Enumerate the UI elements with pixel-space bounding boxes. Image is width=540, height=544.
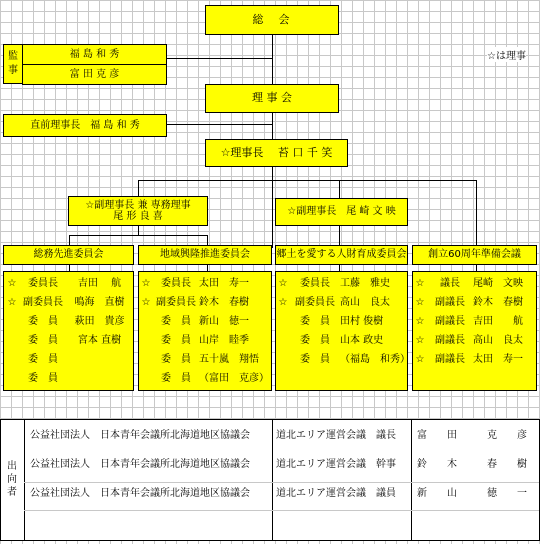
table-divider bbox=[24, 482, 539, 483]
member-name: （福島 和秀） bbox=[340, 354, 410, 365]
dispatch-post: 道北エリア運営会議 議長 bbox=[276, 430, 396, 441]
table-divider bbox=[272, 420, 273, 540]
star-mark: ☆ bbox=[7, 297, 17, 308]
table-divider bbox=[24, 510, 539, 511]
connector bbox=[272, 34, 273, 85]
role: 副委員長 bbox=[156, 297, 196, 308]
role: 副委員長 bbox=[23, 297, 63, 308]
role: 副委員長 bbox=[295, 297, 335, 308]
role: 委員長 bbox=[28, 278, 58, 289]
star-mark bbox=[4, 312, 20, 331]
role: 副議長 bbox=[435, 335, 465, 346]
star-mark: ☆ bbox=[278, 278, 288, 289]
role: 委 員 bbox=[28, 335, 58, 346]
role: 副議長 bbox=[435, 297, 465, 308]
committee-header: 郷土を愛する人財育成委員会 bbox=[275, 245, 408, 265]
role: 委 員 bbox=[300, 316, 330, 327]
connector bbox=[339, 226, 340, 246]
star-mark: ☆ bbox=[415, 316, 425, 327]
member-name: 工藤 雅史 bbox=[340, 278, 390, 289]
member-name bbox=[66, 369, 133, 388]
dispatch-person: 富 田 克 彦 bbox=[417, 430, 527, 441]
member-name: 吉田 航 bbox=[77, 278, 122, 289]
connector bbox=[138, 180, 476, 181]
star-mark bbox=[139, 350, 153, 369]
auditor-member: 福 島 和 秀 bbox=[22, 44, 167, 65]
star-mark: ☆ bbox=[415, 278, 425, 289]
star-mark bbox=[4, 350, 20, 369]
member-name: 田村 俊樹 bbox=[340, 316, 384, 327]
committee-members bbox=[412, 271, 537, 391]
star-mark bbox=[139, 369, 153, 388]
member-name: 鳴海 直樹 bbox=[74, 297, 125, 308]
dispatch-person: 新 山 徳 一 bbox=[417, 488, 527, 499]
role: 委 員 bbox=[161, 373, 191, 384]
member-name: 山岸 睦季 bbox=[199, 335, 249, 346]
vice-chairman-name: 尾 形 良 喜 bbox=[113, 211, 163, 222]
table-divider bbox=[411, 420, 412, 540]
connector bbox=[339, 180, 340, 198]
member-name: 高山 良太 bbox=[473, 335, 523, 346]
board-box: 理 事 会 bbox=[205, 84, 339, 113]
committee-members bbox=[275, 271, 408, 391]
member-name bbox=[66, 350, 133, 369]
role: 副議長 bbox=[435, 316, 465, 327]
member-name: 鈴木 春樹 bbox=[199, 297, 249, 308]
committee-members bbox=[3, 271, 134, 391]
role: 委 員 bbox=[28, 354, 58, 365]
role: 委 員 bbox=[300, 335, 330, 346]
role: 委 員 bbox=[28, 316, 58, 327]
committee-header: 地域興隆推進委員会 bbox=[138, 245, 272, 265]
role: 委 員 bbox=[161, 316, 191, 327]
role: 委 員 bbox=[300, 354, 330, 365]
vice-chairman-box bbox=[68, 196, 208, 226]
committee-members bbox=[138, 271, 272, 391]
general-meeting-box: 総 会 bbox=[205, 5, 339, 35]
member-name: 萩田 貴彦 bbox=[74, 316, 125, 327]
role: 委員長 bbox=[300, 278, 330, 289]
member-name: 新山 徳一 bbox=[199, 316, 249, 327]
member-name: 尾崎 文映 bbox=[473, 278, 523, 289]
connector bbox=[138, 180, 139, 196]
member-name: 鈴木 春樹 bbox=[473, 297, 523, 308]
star-mark bbox=[276, 331, 290, 350]
dispatch-person: 鈴 木 春 樹 bbox=[417, 459, 527, 470]
star-mark bbox=[276, 312, 290, 331]
member-name: 五十嵐 翔悟 bbox=[199, 354, 259, 365]
connector bbox=[476, 180, 477, 246]
star-mark bbox=[139, 331, 153, 350]
dispatch-table bbox=[0, 419, 540, 541]
auditor-label: 監 事 bbox=[3, 44, 23, 84]
committee-header: 総務先進委員会 bbox=[3, 245, 134, 265]
star-mark bbox=[4, 369, 20, 388]
chairman-box: ☆理事長 苔 口 千 笑 bbox=[205, 139, 348, 167]
star-mark: ☆ bbox=[141, 278, 151, 289]
star-mark: ☆ bbox=[415, 297, 425, 308]
dispatch-label: 出 向 者 bbox=[7, 461, 17, 498]
star-mark: ☆ bbox=[7, 278, 17, 289]
connector bbox=[272, 112, 273, 139]
table-divider bbox=[24, 420, 25, 540]
role: 委 員 bbox=[161, 354, 191, 365]
dispatch-org: 公益社団法人 日本青年会議所北海道地区協議会 bbox=[30, 488, 250, 499]
star-mark: ☆ bbox=[415, 335, 425, 346]
star-mark bbox=[4, 331, 20, 350]
role: 議長 bbox=[440, 278, 460, 289]
member-name: （富田 克彦） bbox=[199, 373, 269, 384]
member-name: 太田 寿一 bbox=[473, 354, 523, 365]
member-name: 太田 寿一 bbox=[199, 278, 249, 289]
member-name: 高山 良太 bbox=[340, 297, 390, 308]
connector bbox=[69, 235, 207, 236]
star-mark: ☆ bbox=[415, 354, 425, 365]
member-name: 山本 政史 bbox=[340, 335, 384, 346]
star-mark bbox=[139, 312, 153, 331]
member-name: 吉田 航 bbox=[473, 316, 523, 327]
role: 委 員 bbox=[28, 373, 58, 384]
committee-header: 創立60周年準備会議 bbox=[412, 245, 537, 265]
member-name: 宮本 直樹 bbox=[77, 335, 122, 346]
legend-note: ☆は理事 bbox=[487, 47, 526, 62]
vice-chairman-box: ☆副理事長 尾 崎 文 映 bbox=[275, 198, 408, 226]
role: 委員長 bbox=[161, 278, 191, 289]
dispatch-org: 公益社団法人 日本青年会議所北海道地区協議会 bbox=[30, 459, 250, 470]
star-mark bbox=[276, 350, 290, 369]
dispatch-post: 道北エリア運営会議 議員 bbox=[276, 488, 396, 499]
connector bbox=[272, 166, 273, 248]
auditor-member: 富 田 克 彦 bbox=[22, 64, 167, 85]
connector bbox=[166, 124, 272, 125]
vice-chairman-title: ☆副理事長 兼 専務理事 bbox=[85, 199, 191, 211]
connector bbox=[166, 58, 272, 59]
past-chairman-box: 直前理事長 福 島 和 秀 bbox=[3, 114, 167, 137]
connector bbox=[138, 225, 139, 235]
role: 委 員 bbox=[161, 335, 191, 346]
star-mark: ☆ bbox=[141, 297, 151, 308]
role: 副議長 bbox=[435, 354, 465, 365]
star-mark: ☆ bbox=[278, 297, 288, 308]
dispatch-org: 公益社団法人 日本青年会議所北海道地区協議会 bbox=[30, 430, 250, 441]
dispatch-post: 道北エリア運営会議 幹事 bbox=[276, 459, 396, 470]
